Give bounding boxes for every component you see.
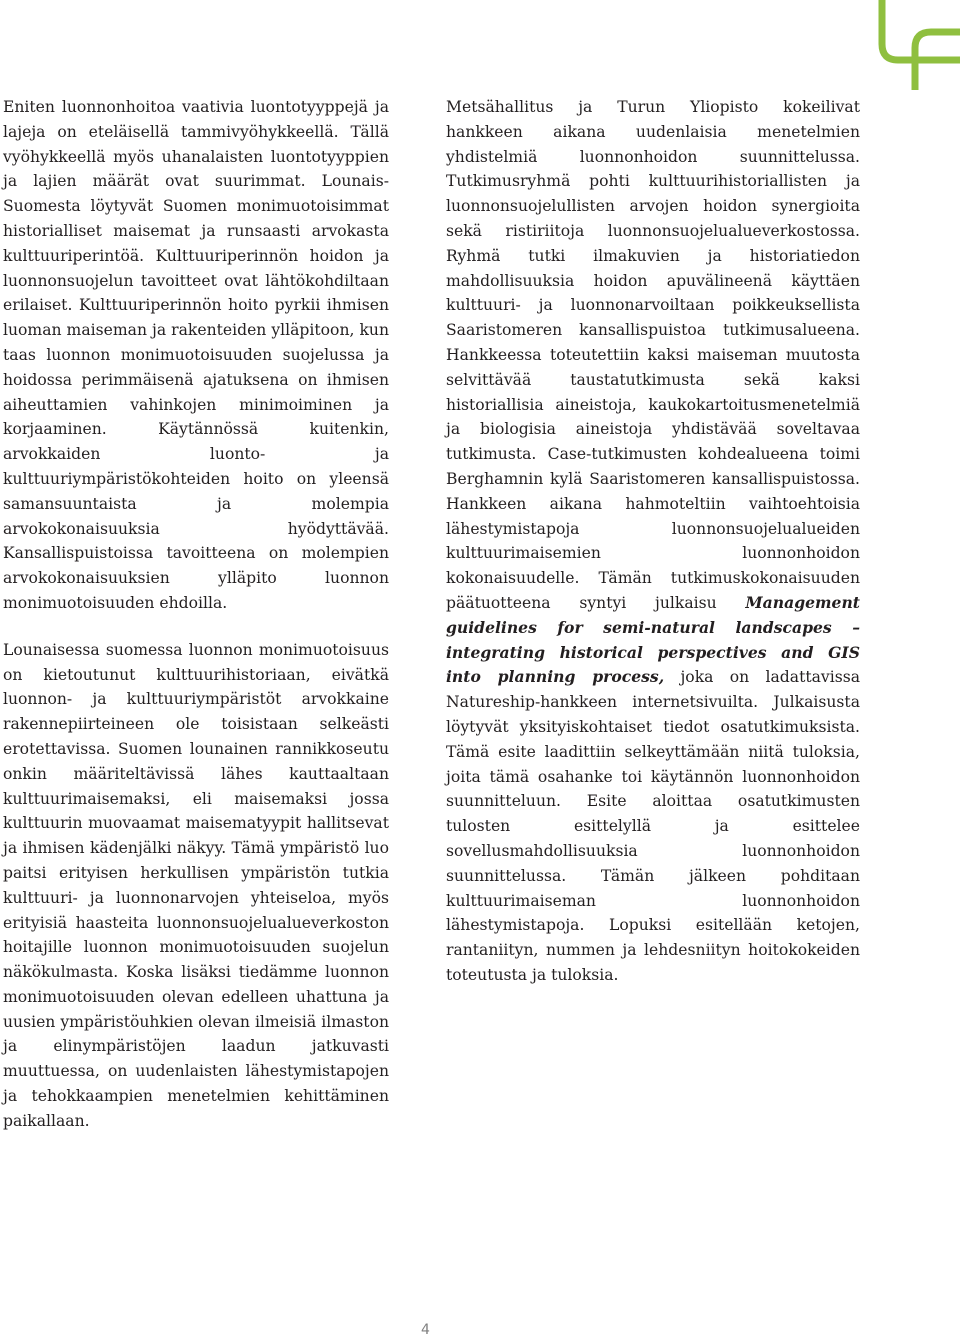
paragraph-3 xyxy=(446,95,860,988)
right-column xyxy=(446,95,860,1010)
paragraph-3-outro: joka on ladattavissa Natureship-hankkeen internetsivuilta. Julkaisusta löytyvät yksityiskohtaiset tiedot osatutkimuksista. Tämä esite laadittiin selkeyttämään niitä tuloksia, joita tämä osahanke toi käytännön luonnonhoidon suunnitteluun. Esite aloittaa osatutkimusten tulosten esittelyllä ja esittelee sovellusmahdollisuuksia luonnonhoidon suunnittelussa. Tämän jälkeen pohditaan kulttuurimaiseman luonnonhoidon lähestymistapoja. Lopuksi esitellään ketojen, rantaniityn, nummen ja lehdesniityn hoitokokeiden toteutusta ja tuloksia. xyxy=(446,668,861,984)
paragraph-1: Eniten luonnonhoitoa vaativia luontotyyppejä ja lajeja on eteläisellä tammivyöhykkeellä. Tällä vyöhykkeellä myös uhanalaisten luontotyyppien ja lajien määrät ovat suurimmat. Lounais-Suomesta löytyvät Suomen monimuotoisimmat historialliset maisemat ja runsaasti arvokasta kulttuuriperintöä. Kulttuuriperinnön hoidon ja luonnonsuojelun tavoitteet ovat lähtökohdiltaan erilaiset. Kulttuuriperinnön hoito pyrkii ihmisen luoman maiseman ja rakenteiden ylläpitoon, kun taas luonnon monimuotoisuuden suojelussa ja hoidossa perimmäisenä ajatuksena on ihmisen aiheuttamien vahinkojen minimoiminen ja korjaaminen. Käytännössä kuitenkin, arvokkaiden luonto- ja kulttuuriympäristökohteiden hoito on yleensä samansuuntaista ja molempia arvokokonaisuuksia hyödyttävää. Kansallispuistoissa tavoitteena on molempien arvokokonaisuuksien ylläpito luonnon monimuotoisuuden ehdoilla. xyxy=(3,98,389,612)
paragraph-2: Lounaisessa suomessa luonnon monimuotoisuus on kietoutunut kulttuurihistoriaan, eivätkä luonnon- ja kulttuuriympäristöt arvokkaine rakennepiirteineen ole toisistaan selkeästi erotettavissa. Suomen lounainen rannikkoseutu onkin määriteltävissä lähes kauttaaltaan kulttuurimaisemaksi, eli maisemaksi jossa kulttuurin muovaamat maisematyypit hallitsevat ja ihmisen kädenjälki näkyy. Tämä ympäristö luo paitsi erityisen herkullisen ympäristön tutkia kulttuuri- ja luonnonarvojen yhteiseloa, myös erityisiä haasteita luonnonsuojelualueverkoston hoitajille luonnon monimuotoisuuden suojelun näkökulmasta. Koska lisäksi tiedämme luonnon monimuotoisuuden olevan edelleen uhattuna ja uusien ympäristöuhkien olevan ilmeisiä ilmaston ja elinympäristöjen laadun jatkuvasti muuttuessa, on uudenlaisten lähestymistapojen ja tehokkaampien menetelmien kehittäminen paikallaan. xyxy=(3,640,389,1130)
page-number: 4 xyxy=(421,1322,430,1338)
publication-title: Management guidelines for semi-natural landscapes – integrating historical perspectives and GIS into planning process, xyxy=(446,592,860,687)
green-corner-lines-icon xyxy=(876,0,960,90)
paragraph-3-intro: Metsähallitus ja Turun Yliopisto kokeilivat hankkeen aikana uudenlaisia menetelmien yhdistelmiä luonnonhoidon suunnittelussa. Tutkimusryhmä pohti kulttuurihistoriallisten ja luonnonsuojelullisten arvojen hoidon synergioita sekä ristiriitoja luonnonsuojelualueverkostossa. Ryhmä tutki ilmakuvien ja historiatiedon mahdollisuuksia hoidon apuvälineenä käyttäen kulttuuri- ja luonnonarvoiltaan poikkeuksellista Saaristomeren kansallispuistoa tutkimusalueena. Hankkeessa toteutettiin kaksi maiseman muutosta selvittävää taustatutkimusta sekä kaksi historiallisia aineistoja, kaukokartoitusmenetelmiä ja biologisia aineistoja yhdistävää soveltavaa tutkimusta. Case-tutkimusten kohdealueena toimi Berghamnin kylä Saaristomeren kansallispuistossa. Hankkeen aikana hahmoteltiin vaihtoehtoisia lähestymistapoja luonnonsuojelualueiden kulttuurimaisemien luonnonhoidon kokonaisuudelle. Tämän tutkimuskokonaisuuden päätuotteena syntyi julkaisu xyxy=(446,98,860,612)
left-column xyxy=(3,95,389,1156)
